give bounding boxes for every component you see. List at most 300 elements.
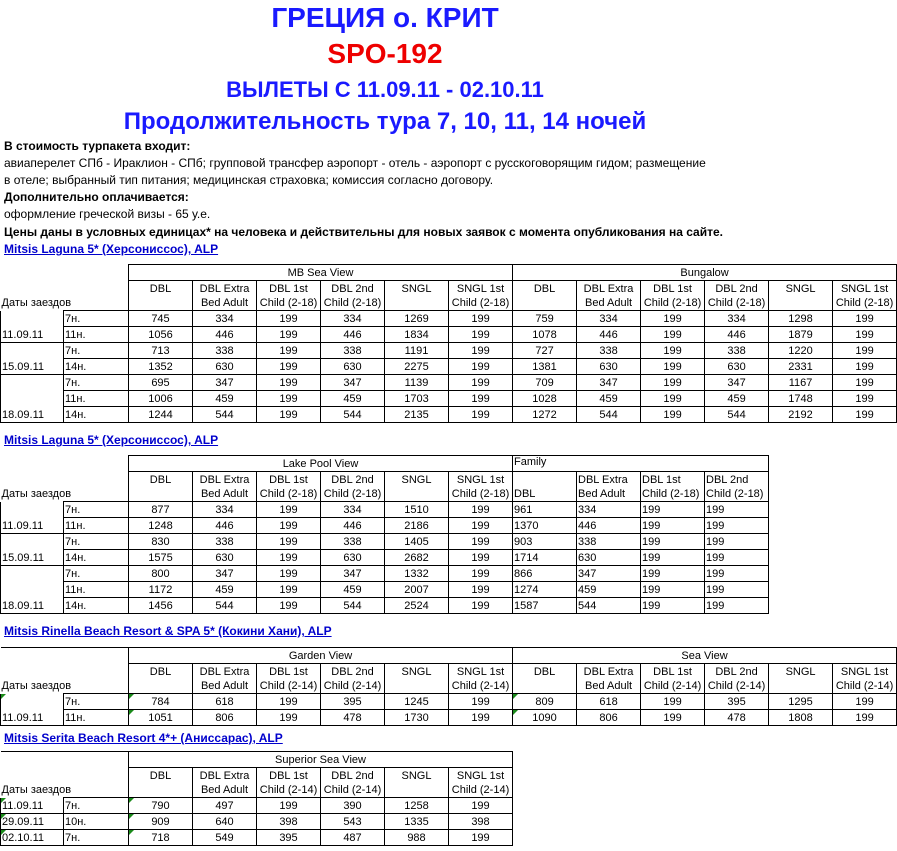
price-cell: 2524: [385, 598, 449, 614]
price-cell: 446: [577, 518, 641, 534]
price-cell: 199: [641, 694, 705, 710]
arrival-date: 18.09.11: [1, 407, 64, 423]
column-header: DBL 1st Child (2-18): [641, 472, 705, 502]
price-cell: 446: [193, 327, 257, 343]
column-header: SNGL 1st Child (2-14): [833, 664, 897, 694]
column-header: SNGL: [385, 768, 449, 798]
table-row: [1, 598, 769, 614]
price-cell: 199: [705, 598, 769, 614]
price-cell: 2331: [769, 359, 833, 375]
price-table-mitsis-laguna-2: [0, 455, 769, 614]
price-cell: 1258: [385, 798, 449, 814]
price-cell: 338: [193, 534, 257, 550]
price-cell: 459: [321, 391, 385, 407]
price-cell: 1381: [513, 359, 577, 375]
column-header: DBL 1st Child (2-14): [641, 664, 705, 694]
price-cell: 347: [321, 566, 385, 582]
room-group-garden-view: Garden View: [129, 648, 513, 664]
price-cell: 1244: [129, 407, 193, 423]
price-cell: 903: [513, 534, 577, 550]
includes-line-2: в отеле; выбранный тип питания; медицинская страховка; комиссия согласно договору.: [4, 173, 494, 187]
price-cell: 727: [513, 343, 577, 359]
price-cell: 544: [577, 598, 641, 614]
column-header: DBL: [129, 664, 193, 694]
price-cell: 199: [641, 534, 705, 550]
column-header: SNGL: [385, 664, 449, 694]
price-cell: 199: [449, 550, 513, 566]
column-header: SNGL 1st Child (2-14): [449, 768, 513, 798]
arrival-date: [1, 375, 64, 391]
price-cell: 199: [257, 598, 321, 614]
price-cell: 1056: [129, 327, 193, 343]
price-cell: 630: [193, 550, 257, 566]
table-row: [1, 582, 769, 598]
table-row: [1, 343, 897, 359]
nights: 7н.: [64, 566, 129, 582]
price-cell: 2192: [769, 407, 833, 423]
table-row: [1, 566, 769, 582]
price-cell: 988: [385, 830, 449, 846]
column-header: SNGL: [769, 281, 833, 311]
extra-label: Дополнительно оплачивается:: [4, 190, 189, 204]
price-cell: 199: [257, 534, 321, 550]
table-row: [1, 407, 897, 423]
column-header: DBL Extra Bed Adult: [577, 472, 641, 502]
arrival-date: [1, 311, 64, 327]
price-cell: 199: [257, 375, 321, 391]
table-row: [1, 534, 769, 550]
arrival-date: [1, 391, 64, 407]
price-cell: 630: [705, 359, 769, 375]
dates-label: Даты заездов: [1, 488, 72, 500]
price-cell: 199: [449, 598, 513, 614]
price-cell: 459: [193, 391, 257, 407]
price-cell: 544: [705, 407, 769, 423]
price-cell: 1298: [769, 311, 833, 327]
arrival-date: 11.09.11: [1, 710, 64, 726]
price-cell: 334: [321, 502, 385, 518]
arrival-date: [1, 582, 64, 598]
price-cell: 199: [641, 598, 705, 614]
price-cell: 478: [321, 710, 385, 726]
price-cell: 630: [577, 359, 641, 375]
price-cell: 347: [193, 566, 257, 582]
price-cell: 630: [321, 550, 385, 566]
price-cell: 199: [833, 327, 897, 343]
price-cell: 199: [449, 311, 513, 327]
price-cell: 459: [577, 391, 641, 407]
price-cell: 199: [257, 518, 321, 534]
column-header: SNGL: [385, 281, 449, 311]
price-cell: 2007: [385, 582, 449, 598]
price-cell: 1834: [385, 327, 449, 343]
hotel-link-mitsis-laguna-2[interactable]: Mitsis Laguna 5* (Херсониссос), ALP: [4, 433, 219, 447]
price-cell: 1352: [129, 359, 193, 375]
nights: 11н.: [64, 518, 129, 534]
price-cell: 2186: [385, 518, 449, 534]
column-header: DBL Extra Bed Adult: [193, 664, 257, 694]
arrival-date: [1, 343, 64, 359]
price-cell: 347: [193, 375, 257, 391]
price-cell: 459: [577, 582, 641, 598]
includes-label: В стоимость турпакета входит:: [4, 139, 191, 153]
price-cell: 199: [449, 798, 513, 814]
price-cell: 446: [321, 518, 385, 534]
price-cell: 199: [449, 391, 513, 407]
price-cell: 338: [577, 534, 641, 550]
column-header: DBL 2nd Child (2-14): [705, 664, 769, 694]
price-cell: 1274: [513, 582, 577, 598]
price-cell: 1456: [129, 598, 193, 614]
price-cell: 809: [513, 694, 577, 710]
price-cell: 459: [705, 391, 769, 407]
price-cell: 338: [193, 343, 257, 359]
price-cell: 199: [449, 327, 513, 343]
nights: 14н.: [64, 598, 129, 614]
price-cell: 199: [257, 582, 321, 598]
price-cell: 1510: [385, 502, 449, 518]
column-header: DBL: [513, 281, 577, 311]
price-cell: 1272: [513, 407, 577, 423]
column-header: DBL Extra Bed Adult: [193, 472, 257, 502]
price-cell: 1808: [769, 710, 833, 726]
price-cell: 199: [641, 391, 705, 407]
price-cell: 338: [321, 343, 385, 359]
nights: 7н.: [64, 798, 129, 814]
price-cell: 199: [257, 391, 321, 407]
column-header: SNGL 1st Child (2-18): [833, 281, 897, 311]
arrival-date: [1, 534, 64, 550]
price-cell: 1587: [513, 598, 577, 614]
price-cell: 199: [449, 534, 513, 550]
room-group-mb-sea-view: MB Sea View: [129, 265, 513, 281]
arrival-date: 11.09.11: [1, 327, 64, 343]
price-cell: 199: [449, 582, 513, 598]
price-cell: 199: [641, 375, 705, 391]
price-cell: 1405: [385, 534, 449, 550]
price-cell: 199: [833, 407, 897, 423]
column-header: DBL 1st Child (2-18): [257, 472, 321, 502]
column-header: DBL 2nd Child (2-18): [321, 281, 385, 311]
extra-line: оформление греческой визы - 65 у.е.: [4, 207, 211, 221]
nights: 7н.: [64, 830, 129, 846]
price-cell: 446: [321, 327, 385, 343]
price-cell: 398: [257, 814, 321, 830]
column-header: DBL 2nd Child (2-14): [321, 664, 385, 694]
column-header: SNGL 1st Child (2-18): [449, 472, 513, 502]
price-cell: 446: [193, 518, 257, 534]
price-cell: 1167: [769, 375, 833, 391]
table-row: [1, 798, 513, 814]
price-cell: 199: [449, 518, 513, 534]
price-cell: 395: [257, 830, 321, 846]
country-title: ГРЕЦИЯ о. КРИТ: [271, 2, 499, 33]
includes-line-1: авиаперелет СПб - Ираклион - СПб; групповой трансфер аэропорт - отель - аэропорт с русскоговорящим гидом; размещение: [4, 156, 706, 170]
price-cell: 395: [321, 694, 385, 710]
column-header: SNGL 1st Child (2-14): [449, 664, 513, 694]
column-header: SNGL 1st Child (2-18): [449, 281, 513, 311]
arrival-date: 15.09.11: [1, 359, 64, 375]
price-cell: 199: [449, 359, 513, 375]
price-cell: 830: [129, 534, 193, 550]
price-cell: 1172: [129, 582, 193, 598]
dates-label: Даты заездов: [1, 680, 72, 692]
price-cell: 877: [129, 502, 193, 518]
price-cell: 1714: [513, 550, 577, 566]
price-cell: 199: [833, 375, 897, 391]
price-cell: 395: [705, 694, 769, 710]
price-cell: 199: [257, 311, 321, 327]
price-cell: 1139: [385, 375, 449, 391]
nights: 10н.: [64, 814, 129, 830]
column-header: SNGL: [385, 472, 449, 502]
price-cell: 806: [193, 710, 257, 726]
price-cell: 718: [129, 830, 193, 846]
price-cell: 199: [449, 375, 513, 391]
price-cell: 398: [449, 814, 513, 830]
price-cell: 1220: [769, 343, 833, 359]
price-cell: 1335: [385, 814, 449, 830]
price-cell: 544: [193, 407, 257, 423]
price-cell: 2682: [385, 550, 449, 566]
column-header: DBL 1st Child (2-14): [257, 768, 321, 798]
price-cell: 695: [129, 375, 193, 391]
price-cell: 199: [257, 694, 321, 710]
column-header: DBL Extra Bed Adult: [193, 768, 257, 798]
price-cell: 199: [257, 798, 321, 814]
hotel-link-mitsis-rinella[interactable]: Mitsis Rinella Beach Resort & SPA 5* (Кокини Хани), ALP: [4, 624, 332, 638]
price-cell: 1248: [129, 518, 193, 534]
column-header: DBL: [129, 768, 193, 798]
price-cell: 459: [193, 582, 257, 598]
price-cell: 199: [641, 407, 705, 423]
price-cell: 1078: [513, 327, 577, 343]
table-row: [1, 518, 769, 534]
price-cell: 459: [321, 582, 385, 598]
nights: 14н.: [64, 407, 129, 423]
price-cell: 1730: [385, 710, 449, 726]
nights: 14н.: [64, 550, 129, 566]
price-cell: 478: [705, 710, 769, 726]
price-cell: 1006: [129, 391, 193, 407]
price-cell: 199: [705, 518, 769, 534]
price-cell: 199: [257, 566, 321, 582]
price-cell: 334: [705, 311, 769, 327]
price-cell: 347: [705, 375, 769, 391]
table-row: [1, 327, 897, 343]
table-row: [1, 391, 897, 407]
price-cell: 1703: [385, 391, 449, 407]
price-cell: 334: [193, 502, 257, 518]
price-cell: 713: [129, 343, 193, 359]
price-cell: 1028: [513, 391, 577, 407]
column-header: DBL: [129, 281, 193, 311]
price-cell: 199: [641, 343, 705, 359]
column-header: DBL 2nd Child (2-18): [321, 472, 385, 502]
price-cell: 1090: [513, 710, 577, 726]
price-cell: 199: [641, 710, 705, 726]
price-cell: 487: [321, 830, 385, 846]
room-group-family: Family: [513, 456, 769, 472]
table-row: [1, 694, 897, 710]
nights: 14н.: [64, 359, 129, 375]
price-cell: 199: [449, 502, 513, 518]
price-cell: 630: [193, 359, 257, 375]
price-cell: 1332: [385, 566, 449, 582]
price-cell: 199: [257, 550, 321, 566]
column-header: DBL: [129, 472, 193, 502]
price-cell: 338: [321, 534, 385, 550]
hotel-link-mitsis-serita[interactable]: Mitsis Serita Beach Resort 4*+ (Аниссарас), ALP: [4, 731, 283, 745]
price-cell: 199: [641, 311, 705, 327]
table-row: [1, 359, 897, 375]
price-cell: 199: [257, 359, 321, 375]
arrival-date: 18.09.11: [1, 598, 64, 614]
price-cell: 544: [321, 407, 385, 423]
price-cell: 199: [705, 502, 769, 518]
price-cell: 199: [833, 694, 897, 710]
table-row: [1, 502, 769, 518]
price-cell: 2135: [385, 407, 449, 423]
price-cell: 199: [833, 311, 897, 327]
price-cell: 199: [257, 502, 321, 518]
arrival-date: 15.09.11: [1, 550, 64, 566]
nights: 7н.: [64, 311, 129, 327]
price-cell: 199: [705, 582, 769, 598]
price-cell: 199: [449, 407, 513, 423]
price-table-mitsis-rinella: [0, 647, 897, 726]
column-header: DBL 1st Child (2-14): [257, 664, 321, 694]
column-header: DBL 2nd Child (2-18): [705, 281, 769, 311]
price-cell: 199: [833, 359, 897, 375]
column-header: DBL: [513, 472, 577, 502]
column-header: DBL Extra Bed Adult: [577, 281, 641, 311]
price-cell: 199: [449, 710, 513, 726]
price-cell: 199: [833, 391, 897, 407]
price-cell: 199: [641, 566, 705, 582]
price-cell: 745: [129, 311, 193, 327]
price-cell: 347: [577, 566, 641, 582]
price-cell: 640: [193, 814, 257, 830]
price-cell: 1575: [129, 550, 193, 566]
price-cell: 866: [513, 566, 577, 582]
price-cell: 1295: [769, 694, 833, 710]
nights: 11н.: [64, 327, 129, 343]
column-header: DBL 1st Child (2-18): [257, 281, 321, 311]
price-cell: 334: [321, 311, 385, 327]
table-row: [1, 311, 897, 327]
price-cell: 630: [321, 359, 385, 375]
room-group-bungalow: Bungalow: [513, 265, 897, 281]
price-cell: 544: [577, 407, 641, 423]
price-cell: 1879: [769, 327, 833, 343]
price-cell: 709: [513, 375, 577, 391]
price-cell: 338: [577, 343, 641, 359]
arrival-date: [1, 694, 64, 710]
column-header: DBL Extra Bed Adult: [577, 664, 641, 694]
price-cell: 199: [705, 566, 769, 582]
price-cell: 2275: [385, 359, 449, 375]
price-cell: 199: [705, 550, 769, 566]
column-header: SNGL: [769, 664, 833, 694]
price-cell: 199: [257, 710, 321, 726]
price-cell: 544: [193, 598, 257, 614]
price-cell: 1245: [385, 694, 449, 710]
column-header: DBL 1st Child (2-18): [641, 281, 705, 311]
arrival-date: 11.09.11: [1, 518, 64, 534]
price-cell: 334: [193, 311, 257, 327]
price-cell: 446: [705, 327, 769, 343]
price-cell: 199: [449, 830, 513, 846]
arrival-date: [1, 566, 64, 582]
price-cell: 199: [833, 343, 897, 359]
nights: 7н.: [64, 534, 129, 550]
price-cell: 199: [641, 502, 705, 518]
price-cell: 1051: [129, 710, 193, 726]
arrival-date: 11.09.11: [1, 798, 64, 814]
table-row: [1, 710, 897, 726]
column-header: DBL 2nd Child (2-14): [321, 768, 385, 798]
price-cell: 630: [577, 550, 641, 566]
flight-dates: ВЫЛЕТЫ С 11.09.11 - 02.10.11: [226, 77, 544, 102]
column-header: DBL 2nd Child (2-18): [705, 472, 769, 502]
price-cell: 199: [641, 359, 705, 375]
hotel-link-mitsis-laguna[interactable]: Mitsis Laguna 5* (Херсониссос), ALP: [4, 242, 219, 256]
price-cell: 497: [193, 798, 257, 814]
price-cell: 1269: [385, 311, 449, 327]
price-cell: 759: [513, 311, 577, 327]
price-cell: 199: [833, 710, 897, 726]
price-cell: 199: [449, 694, 513, 710]
room-group-superior-sea-view: Superior Sea View: [129, 752, 513, 768]
price-cell: 199: [257, 343, 321, 359]
nights: 7н.: [64, 502, 129, 518]
price-cell: 543: [321, 814, 385, 830]
price-cell: 549: [193, 830, 257, 846]
spo-code: SPO-192: [327, 38, 443, 69]
price-cell: 199: [257, 407, 321, 423]
nights: 7н.: [64, 694, 129, 710]
price-cell: 334: [577, 502, 641, 518]
table-row: [1, 814, 513, 830]
nights: 11н.: [64, 391, 129, 407]
price-cell: 446: [577, 327, 641, 343]
room-group-sea-view: Sea View: [513, 648, 897, 664]
dates-label: Даты заездов: [1, 784, 72, 796]
price-cell: 909: [129, 814, 193, 830]
arrival-date: 29.09.11: [1, 814, 64, 830]
price-cell: 199: [257, 327, 321, 343]
price-cell: 334: [577, 311, 641, 327]
price-cell: 199: [641, 518, 705, 534]
price-cell: 199: [449, 343, 513, 359]
price-cell: 1748: [769, 391, 833, 407]
tour-duration: Продолжительность тура 7, 10, 11, 14 ночей: [123, 108, 647, 135]
nights: 11н.: [64, 710, 129, 726]
price-cell: 199: [449, 566, 513, 582]
price-cell: 199: [641, 327, 705, 343]
room-group-lake-pool-view: Lake Pool View: [129, 456, 513, 472]
price-cell: 800: [129, 566, 193, 582]
price-cell: 544: [321, 598, 385, 614]
price-cell: 961: [513, 502, 577, 518]
table-row: [1, 830, 513, 846]
dates-label: Даты заездов: [1, 297, 72, 309]
price-cell: 618: [193, 694, 257, 710]
price-cell: 618: [577, 694, 641, 710]
prices-note: Цены даны в условных единицах* на человека и действительны для новых заявок с момента опубликования на сайте.: [4, 225, 723, 239]
price-table-mitsis-laguna: [0, 264, 897, 423]
